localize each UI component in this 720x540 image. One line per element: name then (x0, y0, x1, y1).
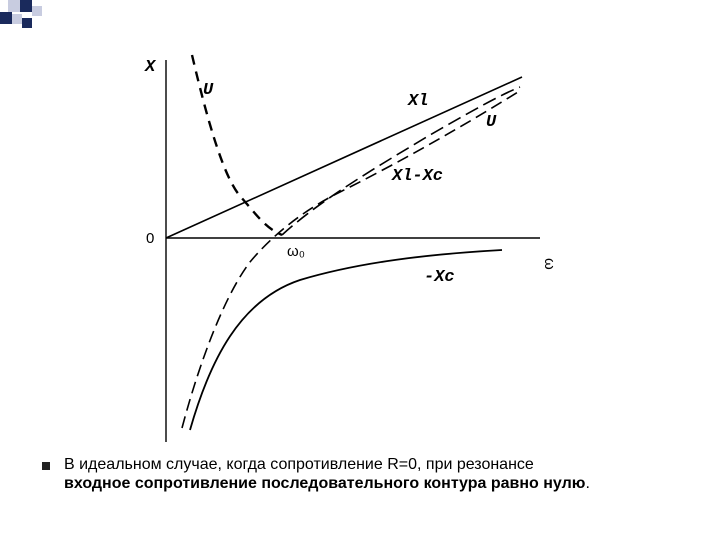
note-item (42, 455, 682, 493)
axis-x-label: ω (541, 258, 558, 270)
minus-xc-label: -Xc (424, 268, 455, 287)
note-line-1: В идеальном случае, когда сопротивление R=0, при резонансе (64, 456, 534, 473)
u-right-label: U (486, 113, 497, 132)
axis-y-label: X (145, 58, 156, 77)
minus-xc-curve (190, 250, 502, 430)
u-left-label: U (203, 81, 214, 100)
xl-label: Xl (408, 92, 429, 111)
bullet-icon (42, 462, 50, 470)
xl-minus-xc-curve (182, 92, 518, 428)
note-text (64, 455, 590, 493)
note-line-2-bold: входное сопротивление последовательного контура равно нулю (64, 475, 586, 492)
note-line-2-end: . (585, 475, 590, 492)
resonance-label: ω₀ (287, 243, 305, 260)
xl-minus-xc-label: Xl-Xc (392, 167, 444, 186)
origin-label: 0 (146, 230, 155, 247)
